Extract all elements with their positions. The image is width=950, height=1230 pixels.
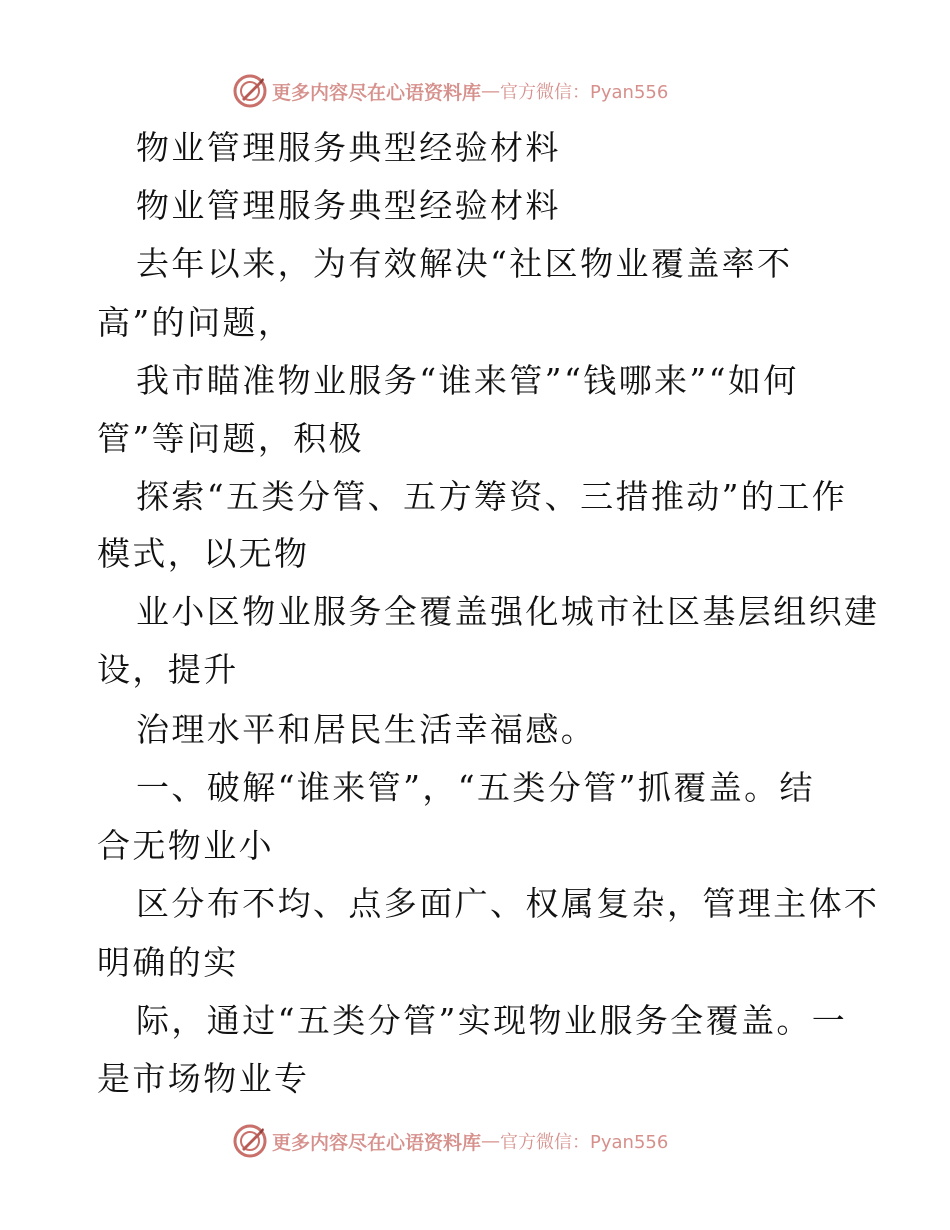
paragraph-line: 管”等问题，积极 <box>97 419 365 458</box>
paragraph-line: 一、破解“谁来管”，“五类分管”抓覆盖。结 <box>136 768 815 807</box>
paragraph-line: 明确的实 <box>97 943 239 982</box>
watermark-logo-icon <box>232 1123 268 1159</box>
paragraph-line: 探索“五类分管、五方筹资、三措推动”的工作 <box>136 477 848 516</box>
watermark-logo-icon <box>232 73 268 109</box>
paragraph-line: 际，通过“五类分管”实现物业服务全覆盖。一 <box>136 1001 848 1040</box>
watermark-contact: 官方微信：Pyan556 <box>500 82 669 103</box>
watermark-dash: — <box>481 1130 501 1152</box>
paragraph-line: 我市瞄准物业服务“谁来管”“钱哪来”“如何 <box>136 361 799 400</box>
paragraph-line: 治理水平和居民生活幸福感。 <box>136 710 597 749</box>
paragraph-line: 高”的问题， <box>97 303 294 342</box>
paragraph-line: 设，提升 <box>97 650 239 689</box>
watermark-header <box>232 71 668 111</box>
watermark-footer <box>232 1121 668 1161</box>
doc-title: 物业管理服务典型经验材料 <box>136 128 561 167</box>
paragraph-line: 业小区物业服务全覆盖强化城市社区基层组织建 <box>136 592 880 631</box>
paragraph-line: 去年以来，为有效解决“社区物业覆盖率不 <box>136 244 793 283</box>
paragraph-line: 区分布不均、点多面广、权属复杂，管理主体不 <box>136 884 880 923</box>
paragraph-line: 模式，以无物 <box>97 534 310 573</box>
watermark-text: 更多内容尽在心语资料库 <box>272 1131 482 1154</box>
watermark-dash: — <box>481 80 501 102</box>
paragraph-line: 合无物业小 <box>97 826 274 865</box>
paragraph-line: 是市场物业专 <box>97 1059 310 1098</box>
watermark-text: 更多内容尽在心语资料库 <box>272 81 482 104</box>
watermark-contact: 官方微信：Pyan556 <box>500 1132 669 1153</box>
doc-title-repeat: 物业管理服务典型经验材料 <box>136 186 561 225</box>
